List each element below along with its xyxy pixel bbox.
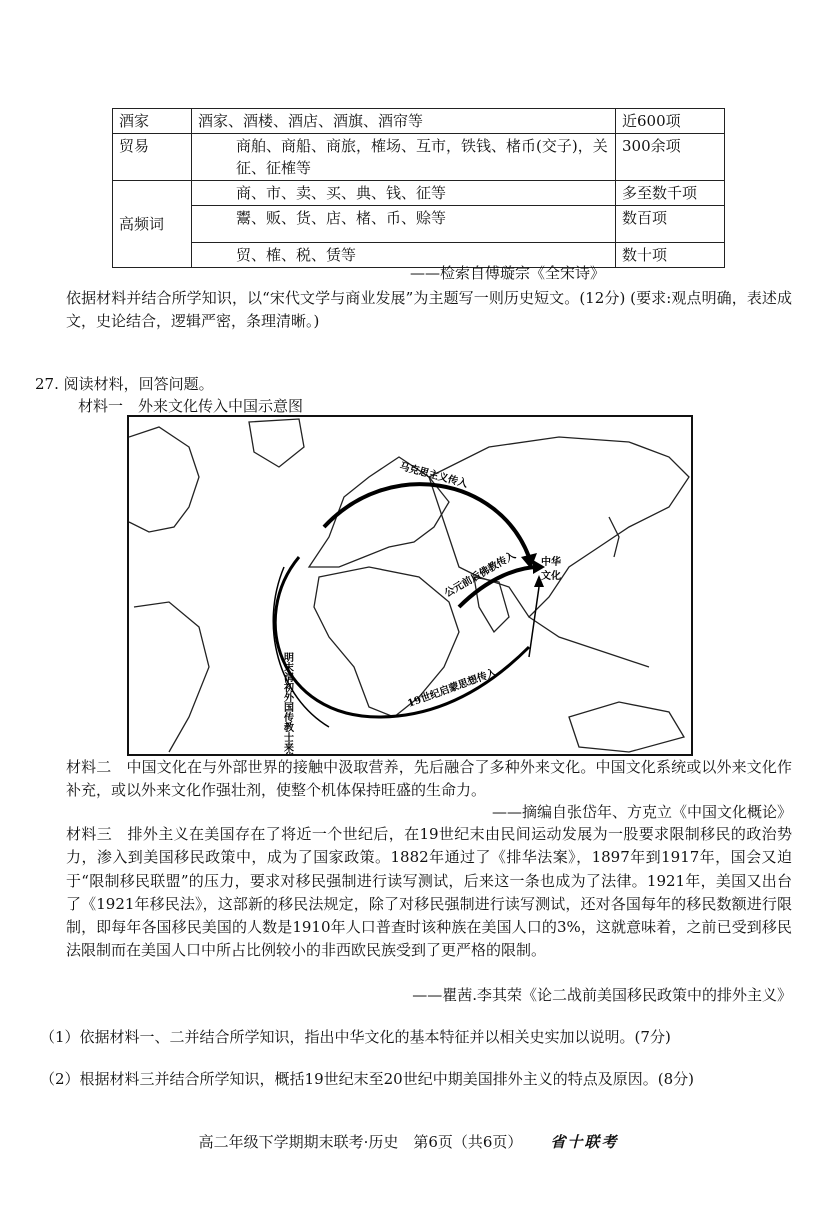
greenland-outline bbox=[249, 419, 304, 467]
marx-label: 马克思主义传入 bbox=[398, 461, 469, 491]
north-america-outline bbox=[129, 427, 199, 532]
table-cell: 酒家、酒楼、酒店、酒旗、酒帘等 bbox=[192, 109, 616, 134]
table-cell: 数百项 bbox=[616, 206, 725, 243]
material-1-title: 材料一 外来文化传入中国示意图 bbox=[78, 397, 304, 415]
sub-question-2: （2）根据材料三并结合所学知识，概括19世纪末至20世纪中期美国排外主义的特点及原因。(8分) bbox=[40, 1070, 694, 1088]
table-row bbox=[113, 109, 725, 134]
table-row bbox=[113, 181, 725, 206]
marx-route bbox=[324, 484, 529, 557]
missionary-label: 明末清初外国传教士来华 bbox=[281, 652, 293, 754]
table-cell: 鬻、贩、货、店、楮、币、赊等 bbox=[192, 206, 616, 243]
table-cell: 300余项 bbox=[616, 134, 725, 181]
footer-text: 高二年级下学期期末联考·历史 第6页（共6页） bbox=[198, 1133, 523, 1151]
culture-spread-map bbox=[127, 415, 693, 756]
table-row bbox=[113, 134, 725, 181]
commerce-word-table bbox=[112, 108, 725, 268]
table-source: ——检索自傅璇宗《全宋诗》 bbox=[410, 264, 606, 282]
footer-brand: 省十联考 bbox=[550, 1133, 619, 1151]
enlightenment-label: 19世纪启蒙思想传入 bbox=[406, 667, 499, 710]
table-cell: 贸易 bbox=[113, 134, 192, 181]
culture-label: 文化 bbox=[541, 571, 561, 582]
table-cell: 贸、榷、税、赁等 bbox=[192, 243, 616, 268]
australia-outline bbox=[569, 702, 684, 752]
asia-outline bbox=[429, 437, 689, 617]
table-cell: 多至数千项 bbox=[616, 181, 725, 206]
sub-question-1: （1）依据材料一、二并结合所学知识，指出中华文化的基本特征并以相关史实加以说明。(7分) bbox=[40, 1028, 671, 1046]
q27-heading: 27. 阅读材料，回答问题。 bbox=[35, 375, 214, 393]
material-2-source: ——摘编自张岱年、方克立《中国文化概论》 bbox=[491, 803, 792, 821]
material-2: 材料二 中国文化在与外部世界的接触中汲取营养，先后融合了多种外来文化。中国文化系统或以外来文化作补充，或以外来文化作强壮剂，使整个机体保持旺盛的生命力。 bbox=[66, 758, 792, 799]
q26-prompt: 依据材料并结合所学知识，以“宋代文学与商业发展”为主题写一则历史短文。(12分) (要求:观点明确，表述成文，史论结合，逻辑严密，条理清晰。) bbox=[66, 289, 792, 330]
islands-outline bbox=[529, 617, 649, 667]
table-cell: 高频词 bbox=[113, 181, 192, 268]
material-3: 材料三 排外主义在美国存在了将近一个世纪后，在19世纪末由民间运动发展为一股要求限制移民的政治势力，渗入到美国移民政策中，成为了国家政策。1882年通过了《排华法案》，1897年到1917年，国会又迫于“限制移民联盟”的压力，要求对移民强制进行读写测试，后来这一条也成为了法律。1921年，美国又出台了《1921年移民法》，这部新的移民法规定，除了对移民强制进行读写测试，还对各国每年的移民数额进行限制，即每年各国移民美国的人数是1910年人口普查时该种族在美国人口的3%，这就意味着，之前已受到移民法限制而在美国人口中所占比例较小的非西欧民族受到了更严格的限制。 bbox=[66, 825, 792, 960]
page-footer bbox=[0, 1131, 817, 1152]
table-cell: 近600项 bbox=[616, 109, 725, 134]
table-cell: 数十项 bbox=[616, 243, 725, 268]
table-row bbox=[113, 206, 725, 243]
table-cell: 酒家 bbox=[113, 109, 192, 134]
buddhism-label: 公元前后佛教传入 bbox=[443, 550, 518, 600]
world-map bbox=[129, 417, 691, 754]
material-3-source: ——瞿茜.李其荣《论二战前美国移民政策中的排外主义》 bbox=[412, 986, 792, 1004]
table-cell: 商舶、商船、商旅，榷场、互市，铁钱、楮币(交子)，关征、征榷等 bbox=[192, 134, 616, 181]
table-cell: 商、市、卖、买、典、钱、征等 bbox=[192, 181, 616, 206]
south-america-outline bbox=[134, 602, 209, 752]
china-label: 中华 bbox=[541, 557, 561, 568]
